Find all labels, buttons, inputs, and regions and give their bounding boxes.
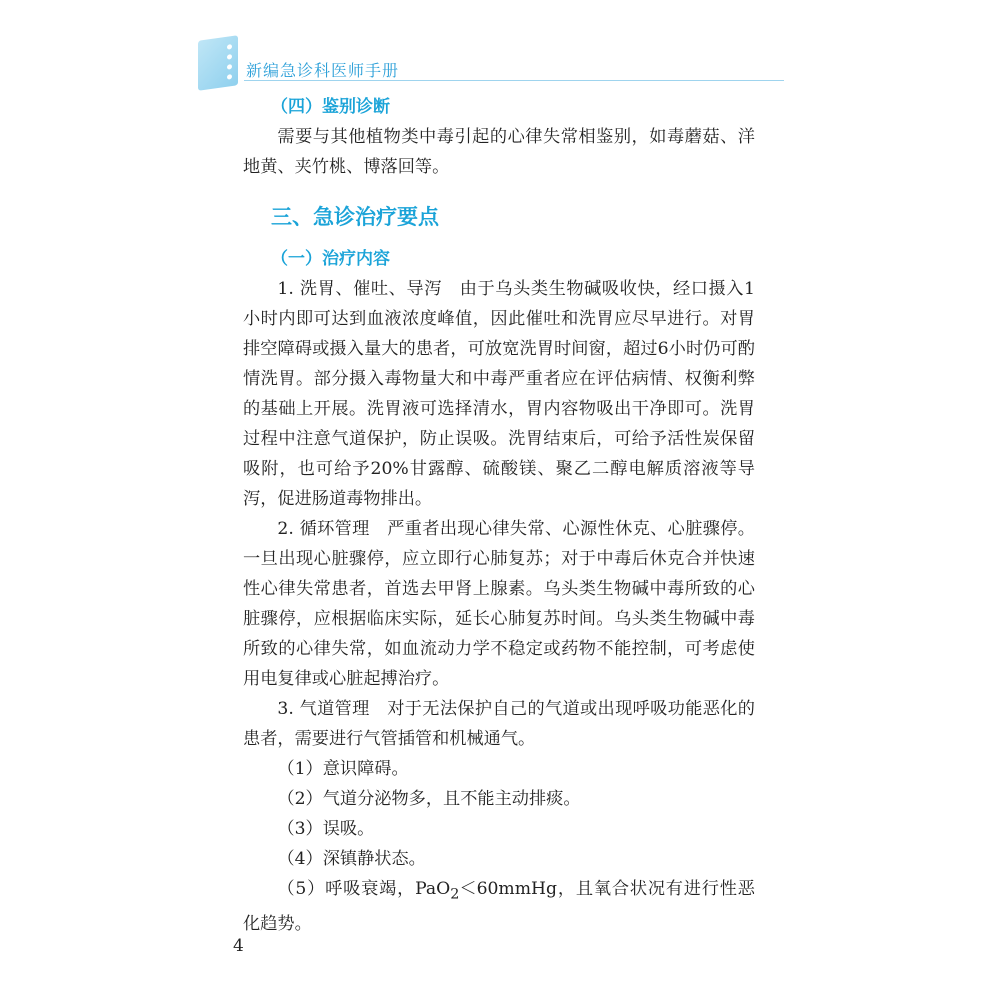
header-rule — [244, 80, 784, 81]
item-text: 严重者出现心律失常、心源性休克、心脏骤停。一旦出现心脏骤停，应立即行心肺复苏；对于中毒后休克合并快速性心律失常患者，首选去甲肾上腺素。乌头类生物碱中毒所致的心脏骤停，应根据临床实际，延长心肺复苏时间。乌头类生物碱中毒所致的心律失常，如血流动力学不稳定或药物不能控制，可考虑使用电复律或心脏起搏治疗。 — [243, 519, 755, 689]
item-text: 由于乌头类生物碱吸收快，经口摄入1小时内即可达到血液浓度峰值，因此催吐和洗胃应尽早进行。对胃排空障碍或摄入量大的患者，可放宽洗胃时间窗，超过6小时仍可酌情洗胃。部分摄入毒物量大和中毒严重者应在评估病情、权衡利弊的基础上开展。洗胃液可选择清水，胃内容物吸出干净即可。洗胃过程中注意气道保护，防止误吸。洗胃结束后，可给予活性炭保留吸附，也可给予20%甘露醇、硫酸镁、聚乙二醇电解质溶液等导泻，促进肠道毒物排出。 — [243, 279, 755, 509]
condition-item: （4）深镇静状态。 — [277, 849, 426, 869]
item-circulation — [243, 514, 755, 694]
condition-item-respiratory-failure: （5）呼吸衰竭，PaO$_2$＜60mmHg，且氧合状况有进行性恶化趋势。 — [243, 879, 755, 935]
item-gastric-lavage — [243, 274, 755, 514]
page-content — [243, 92, 755, 939]
condition-item: （3）误吸。 — [277, 819, 375, 839]
item-airway — [243, 694, 755, 754]
book-title: 新编急诊科医师手册 — [246, 61, 400, 80]
condition-item: （2）气道分泌物多，且不能主动排痰。 — [277, 789, 581, 809]
header-decoration — [198, 35, 238, 91]
item-lead: 3. 气道管理 — [277, 699, 370, 719]
item-text: 对于无法保护自己的气道或出现呼吸功能恶化的患者，需要进行气管插管和机械通气。 — [243, 699, 755, 749]
treatment-content-heading: （一）治疗内容 — [271, 249, 390, 269]
item-lead: 1. 洗胃、催吐、导泻 — [277, 279, 442, 299]
page-number: 4 — [233, 936, 244, 956]
treatment-heading: 三、急诊治疗要点 — [271, 205, 439, 229]
condition-item: （1）意识障碍。 — [277, 759, 409, 779]
item-lead: 2. 循环管理 — [277, 519, 370, 539]
differential-heading: （四）鉴别诊断 — [271, 97, 390, 117]
differential-text: 需要与其他植物类中毒引起的心律失常相鉴别，如毒蘑菇、洋地黄、夹竹桃、博落回等。 — [243, 127, 755, 177]
